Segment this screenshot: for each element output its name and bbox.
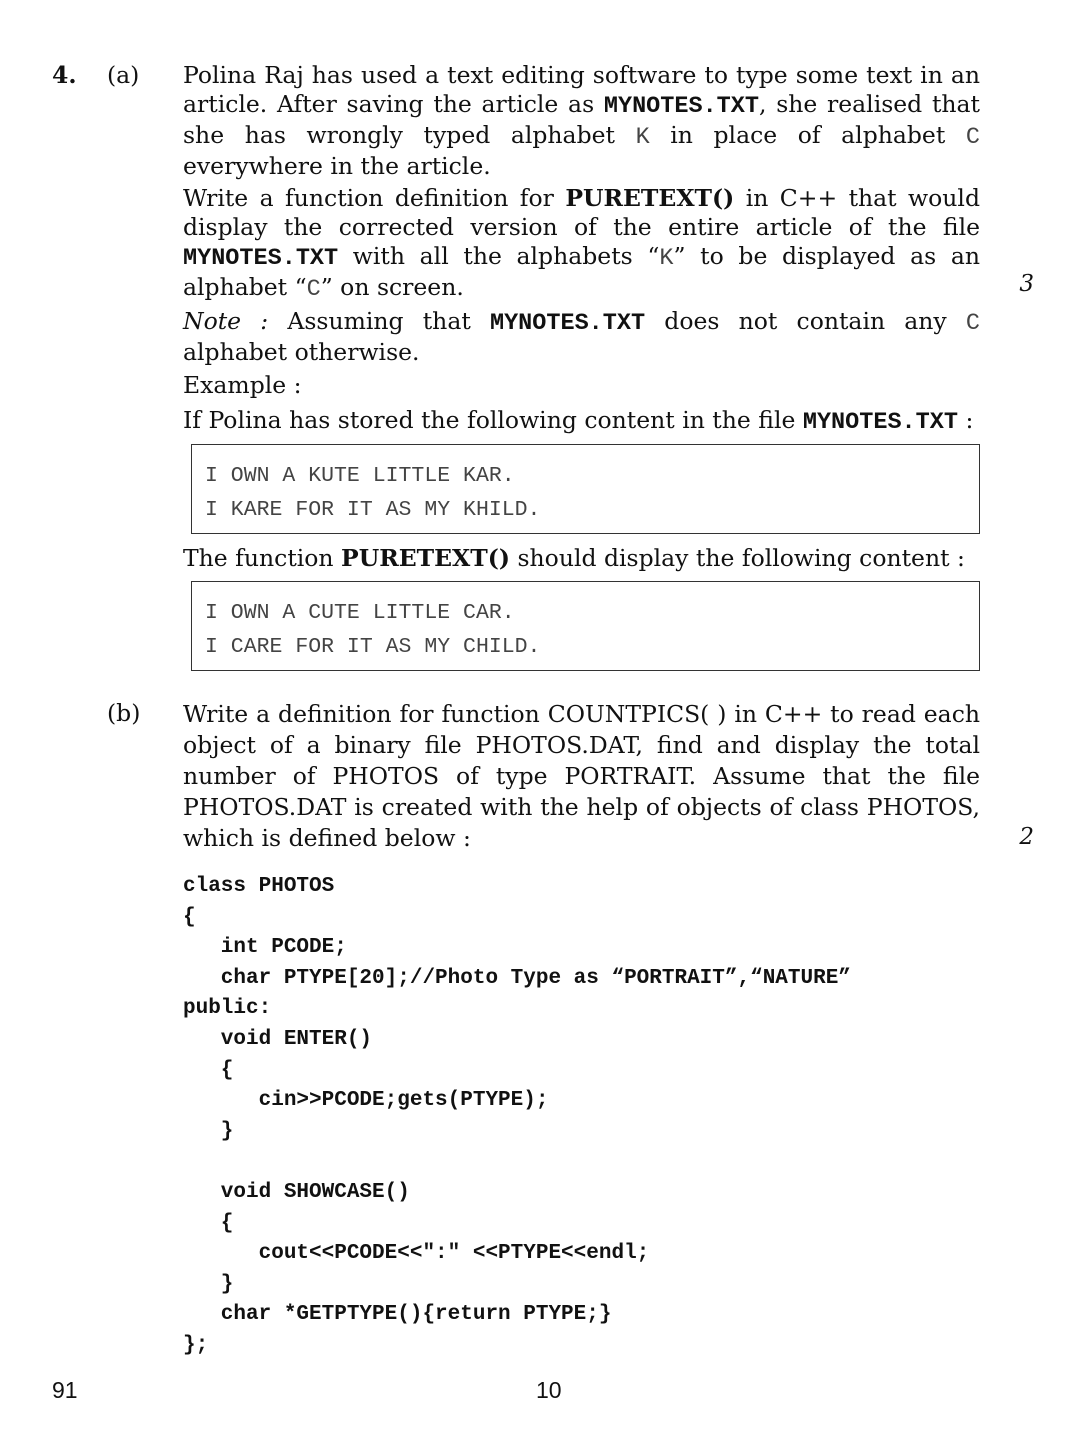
example-label: Example : xyxy=(183,371,302,399)
code-line: { xyxy=(183,1058,234,1082)
filename: MYNOTES.TXT xyxy=(489,310,646,337)
code-line: int PCODE; xyxy=(183,936,347,960)
code-line: } xyxy=(183,1272,234,1296)
paper-code: 91 xyxy=(52,1377,78,1403)
part-a-intro: Polina Raj has used a text editing software to type some text in an article. After saving the article as MYNOTES.TXT, she realised that she has wrongly typed alphabet K in place of alphabet C everywhere in the article. xyxy=(183,61,980,180)
letter-k: K xyxy=(659,245,674,272)
code-line: char *GETPTYPE(){return PTYPE;} xyxy=(183,1303,612,1327)
part-b-label: (b) xyxy=(107,699,141,727)
input-line: I OWN A KUTE LITTLE KAR. xyxy=(205,464,515,488)
function-name: PURETEXT() xyxy=(341,544,510,572)
code-line: }; xyxy=(183,1333,209,1357)
code-line: void ENTER() xyxy=(183,1027,373,1051)
input-line: I KARE FOR IT AS MY KHILD. xyxy=(205,498,541,522)
code-line xyxy=(183,1147,851,1178)
code-line: void SHOWCASE() xyxy=(183,1180,410,1204)
if-stored-text: If Polina has stored the following content in the file MYNOTES.TXT : xyxy=(183,406,974,436)
marks-b: 2 xyxy=(1019,824,1034,850)
code-line: char PTYPE[20];//Photo Type as “PORTRAIT”,“NATURE” xyxy=(183,966,851,990)
note-label: Note : xyxy=(183,307,269,335)
code-line: cout<<PCODE<<":" <<PTYPE<<endl; xyxy=(183,1242,650,1266)
question-number: 4. xyxy=(52,61,77,89)
function-name: PURETEXT() xyxy=(565,184,735,212)
page-number: 10 xyxy=(536,1377,562,1403)
part-a-task: Write a function definition for PURETEXT() in C++ that would display the corrected version of the entire article of the file MYNOTES.TXT with all the alphabets “K” to be displayed as an alphabet “C” on screen. xyxy=(183,184,980,303)
letter-c: C xyxy=(306,276,321,303)
code-line: public: xyxy=(183,997,272,1021)
input-content-box xyxy=(191,444,980,534)
marks-a: 3 xyxy=(1019,271,1034,297)
filename: MYNOTES.TXT xyxy=(802,409,958,436)
filename: MYNOTES.TXT xyxy=(603,93,759,120)
output-line: I CARE FOR IT AS MY CHILD. xyxy=(205,635,541,659)
display-text: The function PURETEXT() should display the following content : xyxy=(183,544,965,572)
part-a-label: (a) xyxy=(107,61,140,89)
code-listing xyxy=(183,872,851,1362)
code-line: class PHOTOS xyxy=(183,875,335,898)
letter-k: K xyxy=(635,124,650,151)
note: Note : Assuming that MYNOTES.TXT does not contain any C alphabet otherwise. xyxy=(183,307,980,366)
code-line: { xyxy=(183,1211,234,1235)
output-content-box xyxy=(191,581,980,671)
part-b-text: Write a definition for function COUNTPICS( ) in C++ to read each object of a binary file PHOTOS.DAT, find and display the total number of PHOTOS of type PORTRAIT. Assume that the file PHOTOS.DAT is created with the help of objects of class PHOTOS, which is defined below : xyxy=(183,700,980,852)
code-line: } xyxy=(183,1119,234,1143)
letter-c: C xyxy=(965,124,980,151)
code-line: cin>>PCODE;gets(PTYPE); xyxy=(183,1089,549,1113)
output-line: I OWN A CUTE LITTLE CAR. xyxy=(205,601,515,625)
code-line: { xyxy=(183,905,196,929)
filename: MYNOTES.TXT xyxy=(183,245,339,272)
letter-c: C xyxy=(965,310,980,337)
